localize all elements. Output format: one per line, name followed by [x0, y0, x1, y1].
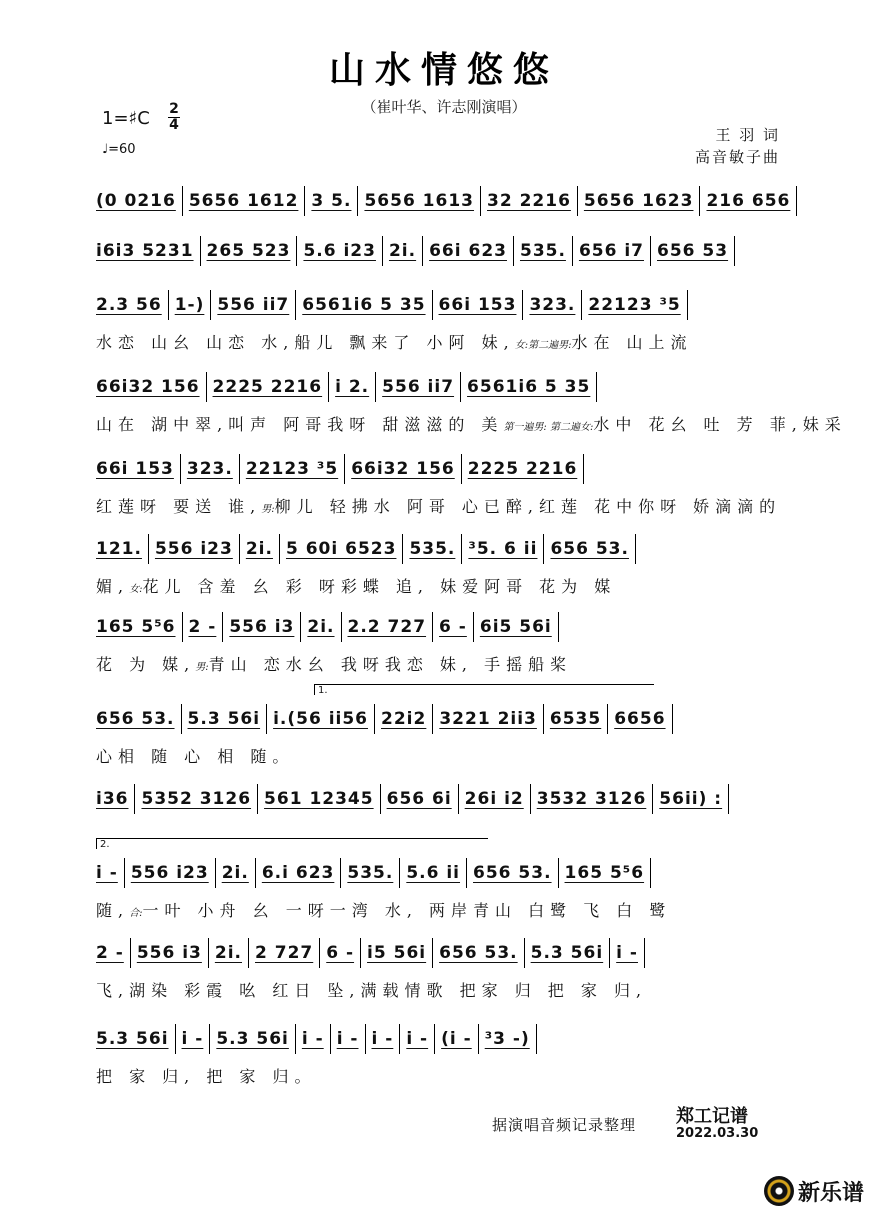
measure: 2i.	[208, 938, 248, 968]
notation-row	[96, 612, 796, 642]
measure: i -	[399, 1024, 434, 1054]
notation-row	[96, 186, 796, 216]
measure: 2225 2216	[206, 372, 329, 402]
lyric-line	[96, 744, 796, 767]
source-note: 据演唱音频记录整理	[492, 1116, 637, 1134]
measure: 66i32 156	[96, 377, 200, 397]
measure: 6535	[543, 704, 607, 734]
lyric-text: 媚,	[96, 577, 130, 596]
measure: 6561i6 5 35	[460, 372, 596, 402]
measure: 6.i 623	[255, 858, 341, 888]
measure: 5352 3126	[134, 784, 257, 814]
volta-bracket: 2.	[96, 838, 488, 849]
voice-tag: 女:	[129, 584, 143, 595]
lyric-text: 飞,湖染 彩霞 吆 红日 坠,满载情歌 把家 归 把 家 归,	[96, 981, 648, 1000]
measure: 561 12345	[257, 784, 380, 814]
measure: 2i.	[382, 236, 422, 266]
tempo-mark: ♩=60	[102, 142, 136, 157]
measure: i.(56 ii56	[266, 704, 374, 734]
measure: 165 5⁵6	[558, 858, 651, 888]
measure: i -	[96, 863, 118, 883]
notation-row	[96, 784, 796, 814]
measure: 22123 ³5	[239, 454, 344, 484]
measure: ³3 -)	[478, 1024, 536, 1054]
time-signature	[168, 102, 180, 133]
measure: 56ii) :	[652, 784, 728, 814]
lyric-line	[96, 978, 796, 1001]
barline	[583, 454, 584, 484]
recorder-name: 郑工记谱	[676, 1106, 748, 1127]
measure: i -	[175, 1024, 210, 1054]
measure: 66i 153	[432, 290, 523, 320]
measure: 2i.	[239, 534, 279, 564]
record-date: 2022.03.30	[676, 1126, 759, 1141]
measure: 556 i23	[124, 858, 215, 888]
notation-row	[96, 290, 796, 320]
measure: 265 523	[200, 236, 297, 266]
barline	[536, 1024, 537, 1054]
lyric-text: 把 家 归, 把 家 归。	[96, 1067, 317, 1086]
measure: (i -	[434, 1024, 478, 1054]
voice-tag: 女:	[514, 340, 529, 351]
measure: 556 ii7	[210, 290, 295, 320]
lyric-text: 红莲呀 要送 谁,	[96, 497, 262, 516]
measure: 216 656	[699, 186, 796, 216]
lyric-line	[96, 412, 847, 435]
notation-row	[96, 534, 796, 564]
measure: 656 i7	[572, 236, 650, 266]
measure: 656 6i	[380, 784, 458, 814]
lyric-line	[96, 494, 796, 517]
measure: 32 2216	[480, 186, 577, 216]
measure: 2 -	[182, 612, 223, 642]
lyric-line	[96, 330, 796, 353]
lyric-text: 水中 花幺 吐 芳 菲,妹采	[593, 415, 847, 434]
song-title: 山水情悠悠	[328, 50, 559, 91]
measure: 2 727	[248, 938, 319, 968]
lyric-line	[96, 1064, 796, 1087]
barline	[644, 938, 645, 968]
lyric-text: 一叶 小舟 幺 一呀一湾 水, 两岸青山 白鹭 飞 白 鹭	[142, 901, 672, 920]
measure: 3221 2ii3	[432, 704, 543, 734]
measure: i -	[609, 938, 644, 968]
barline	[734, 236, 735, 266]
measure: 6 -	[319, 938, 360, 968]
record-disc-icon	[764, 1176, 794, 1206]
measure: 535.	[402, 534, 461, 564]
barline	[672, 704, 673, 734]
barline	[596, 372, 597, 402]
measure: 656 53.	[466, 858, 558, 888]
measure: 556 i3	[222, 612, 300, 642]
measure: 5.3 56i	[96, 1029, 169, 1049]
voice-tag: 男:	[195, 662, 209, 673]
notation-row	[96, 704, 796, 734]
measure: (0 0216	[96, 191, 176, 211]
voice-tag: 合:	[129, 908, 143, 919]
barline	[635, 534, 636, 564]
voice-tag: 第二遍男:	[528, 340, 572, 351]
measure: 1-)	[168, 290, 211, 320]
measure: 2i.	[215, 858, 255, 888]
measure: 5656 1613	[357, 186, 480, 216]
lyric-text: 随,	[96, 901, 130, 920]
lyric-line	[96, 574, 796, 597]
measure: 656 53.	[543, 534, 635, 564]
measure: 2225 2216	[461, 454, 584, 484]
measure: 5.3 56i	[209, 1024, 295, 1054]
site-logo	[764, 1174, 880, 1210]
lyric-text: 心相 随 心 相 随。	[96, 747, 295, 766]
measure: 2 -	[96, 943, 124, 963]
measure: 165 5⁵6	[96, 617, 176, 637]
measure: 66i 623	[422, 236, 513, 266]
measure: 66i32 156	[344, 454, 461, 484]
measure: i -	[330, 1024, 365, 1054]
measure: i36	[96, 789, 129, 809]
volta-bracket: 1.	[314, 684, 654, 695]
lyric-text: 山在 湖中翠,叫声 阿哥我呀 甜滋滋的 美	[96, 415, 504, 434]
measure: 5656 1623	[577, 186, 700, 216]
measure: 3 5.	[304, 186, 357, 216]
barline	[687, 290, 688, 320]
measure: 323.	[522, 290, 581, 320]
logo-text: 新乐谱	[798, 1181, 865, 1206]
measure: 22i2	[374, 704, 432, 734]
barline	[650, 858, 651, 888]
measure: i6i3 5231	[96, 241, 194, 261]
lyric-line	[96, 898, 796, 921]
measure: 5.3 56i	[181, 704, 267, 734]
voice-tag: 男:	[261, 504, 275, 515]
notation-row	[96, 1024, 796, 1054]
measure: 656 53	[650, 236, 734, 266]
measure: 5656 1612	[182, 186, 305, 216]
voice-tag: 第一遍男: 第二遍女:	[503, 422, 594, 433]
measure: 656 53.	[96, 709, 175, 729]
barline	[558, 612, 559, 642]
barline	[728, 784, 729, 814]
measure: 556 ii7	[375, 372, 460, 402]
measure: i 2.	[328, 372, 375, 402]
time-signature-bottom: 4	[169, 117, 179, 133]
measure: 556 i23	[148, 534, 239, 564]
measure: 2.3 56	[96, 295, 162, 315]
lyric-text: 水恋 山幺 山恋 水,船儿 飘来了 小阿 妹,	[96, 333, 515, 352]
measure: i -	[295, 1024, 330, 1054]
lyric-text: 花儿 含羞 幺 彩 呀彩蝶 追, 妹爱阿哥 花为 媒	[142, 577, 617, 596]
measure: i -	[365, 1024, 400, 1054]
measure: 535.	[513, 236, 572, 266]
lyric-text: 水在 山上流	[571, 333, 693, 352]
performers-subtitle: （崔叶华、许志刚演唱）	[361, 98, 527, 116]
measure: 5.6 i23	[296, 236, 382, 266]
measure: 66i 153	[96, 459, 174, 479]
key-signature: 1=♯C	[102, 108, 150, 129]
notation-row	[96, 938, 796, 968]
lyric-text: 花 为 媒,	[96, 655, 196, 674]
measure: 2i.	[300, 612, 340, 642]
measure: 3532 3126	[530, 784, 653, 814]
measure: 22123 ³5	[581, 290, 686, 320]
measure: 6561i6 5 35	[295, 290, 431, 320]
measure: i5 56i	[360, 938, 432, 968]
measure: 535.	[340, 858, 399, 888]
measure: 6656	[607, 704, 671, 734]
lyric-line	[96, 652, 796, 675]
measure: 656 53.	[432, 938, 524, 968]
measure: 5.6 ii	[399, 858, 466, 888]
lyricist-credit: 王 羽 词	[715, 126, 780, 144]
measure: 556 i3	[130, 938, 208, 968]
barline	[796, 186, 797, 216]
lyric-text: 柳儿 轻拂水 阿哥 心已醉,红莲 花中你呀 娇滴滴的	[274, 497, 782, 516]
measure: 6i5 56i	[473, 612, 558, 642]
lyric-text: 青山 恋水幺 我呀我恋 妹, 手摇船桨	[208, 655, 573, 674]
measure: 5 60i 6523	[279, 534, 402, 564]
notation-row	[96, 858, 796, 888]
measure: 26i i2	[458, 784, 530, 814]
notation-row	[96, 236, 796, 266]
measure: 6 -	[432, 612, 473, 642]
composer-credit: 高音敏子曲	[694, 148, 780, 166]
time-signature-top: 2	[169, 101, 179, 117]
measure: 2.2 727	[341, 612, 433, 642]
notation-row	[96, 454, 796, 484]
measure: 121.	[96, 539, 142, 559]
measure: 5.3 56i	[524, 938, 610, 968]
measure: ³5. 6 ii	[461, 534, 543, 564]
measure: 323.	[180, 454, 239, 484]
notation-row	[96, 372, 796, 402]
